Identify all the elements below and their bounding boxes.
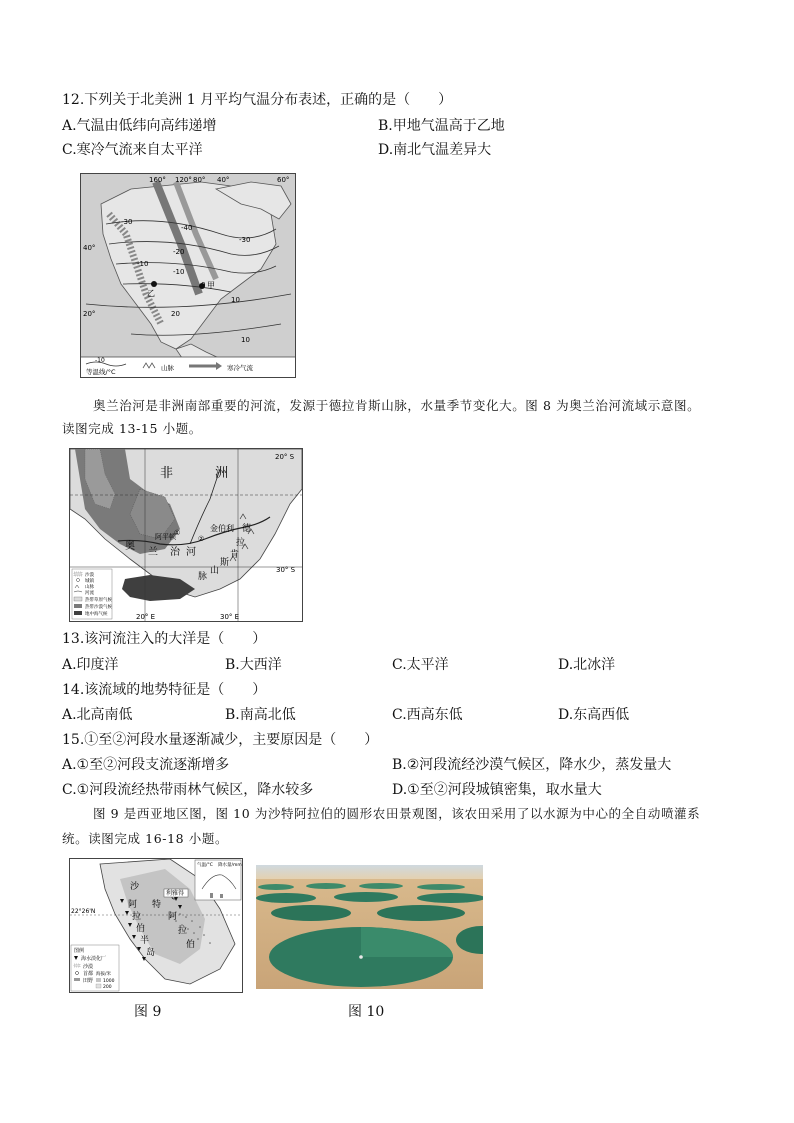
lat-20s: 20° S xyxy=(275,453,295,461)
q15-option-b[interactable]: B.②河段流经沙漠气候区，降水少，蒸发量大 xyxy=(392,757,672,773)
intro-13-15-line2: 读图完成 13-15 小题。 xyxy=(62,421,202,436)
legend-desert-climate: 热带沙漠气候 xyxy=(85,605,112,610)
q14-option-a[interactable]: A.北高南低 xyxy=(62,707,133,723)
mountain-char: 斯 xyxy=(220,558,230,568)
lon-label-80: 80° xyxy=(193,176,206,184)
lon-label-160: 160° xyxy=(149,176,166,184)
isotherm-value: 10 xyxy=(241,336,250,344)
lat-label-40: 40° xyxy=(83,244,96,252)
legend-savanna: 热带草原气候 xyxy=(85,598,112,603)
lat-30s: 30° S xyxy=(276,566,296,574)
q14-option-d[interactable]: D.东高西低 xyxy=(558,707,630,723)
q12-option-d[interactable]: D.南北气温差异大 xyxy=(378,142,492,158)
legend-isotherm-value: -10 xyxy=(95,357,105,364)
circular-farmland-photo xyxy=(256,865,483,989)
label-fei: 非 xyxy=(160,466,174,481)
point-jia-label: 甲 xyxy=(207,281,215,290)
q13-option-b[interactable]: B.大西洋 xyxy=(225,657,282,673)
isotherm-value: -30 xyxy=(239,236,251,244)
legend-mediterranean: 地中海气候 xyxy=(85,612,108,617)
peninsula-char: 岛 xyxy=(146,948,156,958)
q12-option-a[interactable]: A.气温由低纬向高纬递增 xyxy=(62,118,217,134)
river-section-1: ① xyxy=(174,529,181,537)
q14-stem: 14.该流域的地势特征是（ ） xyxy=(62,682,267,698)
climate-rain-label: 降水量/mm xyxy=(218,863,242,868)
river-char: 奥 xyxy=(125,541,135,552)
city-kimberley: 金伯利 xyxy=(210,524,234,533)
q12-option-c[interactable]: C.寒冷气流来自太平洋 xyxy=(62,142,203,158)
isotherm-value: -10 xyxy=(137,260,149,268)
q12-option-b[interactable]: B.甲地气温高于乙地 xyxy=(378,118,505,134)
legend-coldflow-label: 寒冷气流 xyxy=(227,364,253,372)
isotherm-value: 20 xyxy=(171,310,180,318)
river-section-2: ② xyxy=(198,535,205,543)
city-riyadh: 利雅得 xyxy=(166,890,185,897)
peninsula-char: 拉 xyxy=(132,912,142,922)
mountain-char: 肯 xyxy=(230,550,240,560)
legend-farmland: 田野 xyxy=(83,978,94,984)
lon-20e: 20° E xyxy=(136,613,156,621)
legend-alt-200: 200 xyxy=(103,985,112,990)
caption-fig10: 图 10 xyxy=(348,1004,385,1020)
point-yi-label: 乙 xyxy=(147,289,155,298)
peninsula-char: 阿 xyxy=(128,900,138,910)
q13-option-c[interactable]: C.太平洋 xyxy=(392,657,449,673)
lon-30e: 30° E xyxy=(220,613,240,621)
country-char: 沙 xyxy=(130,882,140,892)
lon-label-40: 40° xyxy=(217,176,230,184)
q15-option-a[interactable]: A.①至②河段支流逐渐增多 xyxy=(62,757,230,773)
q13-option-d[interactable]: D.北冰洋 xyxy=(558,657,616,673)
peninsula-char: 伯 xyxy=(136,924,146,934)
caption-fig9: 图 9 xyxy=(134,1004,162,1020)
climate-temp-label: 气温/°C xyxy=(197,863,213,868)
q15-stem: 15.①至②河段水量逐渐减少，主要原因是（ ） xyxy=(62,732,379,748)
q14-option-c[interactable]: C.西高东低 xyxy=(392,707,463,723)
country-char: 阿 xyxy=(168,912,178,922)
lon-label-120: 120° xyxy=(175,176,192,184)
legend-river: 河流 xyxy=(85,591,94,596)
river-char: 兰 xyxy=(148,547,158,558)
city-upington: 阿平顿 xyxy=(155,533,176,541)
q13-stem: 13.该河流注入的大洋是（ ） xyxy=(62,631,267,647)
legend-title: 图例 xyxy=(74,948,85,954)
legend-desal: 海水淡化厂 xyxy=(81,956,107,962)
river-char: 河 xyxy=(186,547,196,558)
legend-capital: 首都 xyxy=(83,971,94,977)
river-char: 治 xyxy=(170,547,180,558)
intro-13-15-line1: 奥兰治河是非洲南部重要的河流，发源于德拉肯斯山脉，水量季节变化大。图 8 为奥兰治河流域示意图。 xyxy=(93,398,701,413)
mountain-char: 山 xyxy=(210,566,220,576)
label-zhou: 洲 xyxy=(215,466,229,481)
legend-mountain-label: 山脉 xyxy=(161,364,174,372)
intro-16-18-line2: 统。读图完成 16-18 小题。 xyxy=(62,831,229,846)
intro-16-18-line1: 图 9 是西亚地区图，图 10 为沙特阿拉伯的圆形农田景观图，该农田采用了以水源为中心的全自动喷灌系 xyxy=(93,806,701,821)
north-america-january-temperature-map xyxy=(80,173,296,378)
point-jia xyxy=(199,283,205,289)
mountain-char: 脉 xyxy=(198,572,208,582)
country-char: 特 xyxy=(152,900,162,910)
legend-isotherm-label: 等温线/°C xyxy=(86,368,116,376)
q15-option-d[interactable]: D.①至②河段城镇密集，取水量大 xyxy=(392,782,602,798)
isotherm-value: 10 xyxy=(231,296,240,304)
lat-22n: 22°26'N xyxy=(71,908,96,915)
lat-label-20: 20° xyxy=(83,310,96,318)
point-yi xyxy=(151,281,157,287)
q12-stem: 12.下列关于北美洲 1 月平均气温分布表述，正确的是（ ） xyxy=(62,92,453,108)
isotherm-value: -20 xyxy=(173,248,185,256)
peninsula-char: 半 xyxy=(140,936,150,946)
country-char: 拉 xyxy=(178,926,188,936)
legend-desert: 沙漠 xyxy=(85,573,94,578)
west-asia-map xyxy=(69,858,243,993)
q13-option-a[interactable]: A.印度洋 xyxy=(62,657,119,673)
mountain-char: 拉 xyxy=(236,538,246,548)
mountain-char: 德 xyxy=(242,524,252,534)
isotherm-value: -10 xyxy=(173,268,185,276)
legend-alt-1000: 1000 xyxy=(103,979,115,984)
country-char: 伯 xyxy=(186,940,196,950)
legend-altitude: 海拔/米 xyxy=(96,972,112,977)
isotherm-value: -40 xyxy=(181,224,193,232)
q15-option-c[interactable]: C.①河段流经热带雨林气候区，降水较多 xyxy=(62,782,314,798)
legend-desert: 沙漠 xyxy=(83,964,94,970)
orange-river-basin-map xyxy=(69,448,303,622)
isotherm-value: -30 xyxy=(121,218,133,226)
lon-label-60: 60° xyxy=(277,176,290,184)
legend-town: 城镇 xyxy=(85,579,94,584)
q14-option-b[interactable]: B.南高北低 xyxy=(225,707,296,723)
legend-mountain: 山脉 xyxy=(85,585,94,590)
